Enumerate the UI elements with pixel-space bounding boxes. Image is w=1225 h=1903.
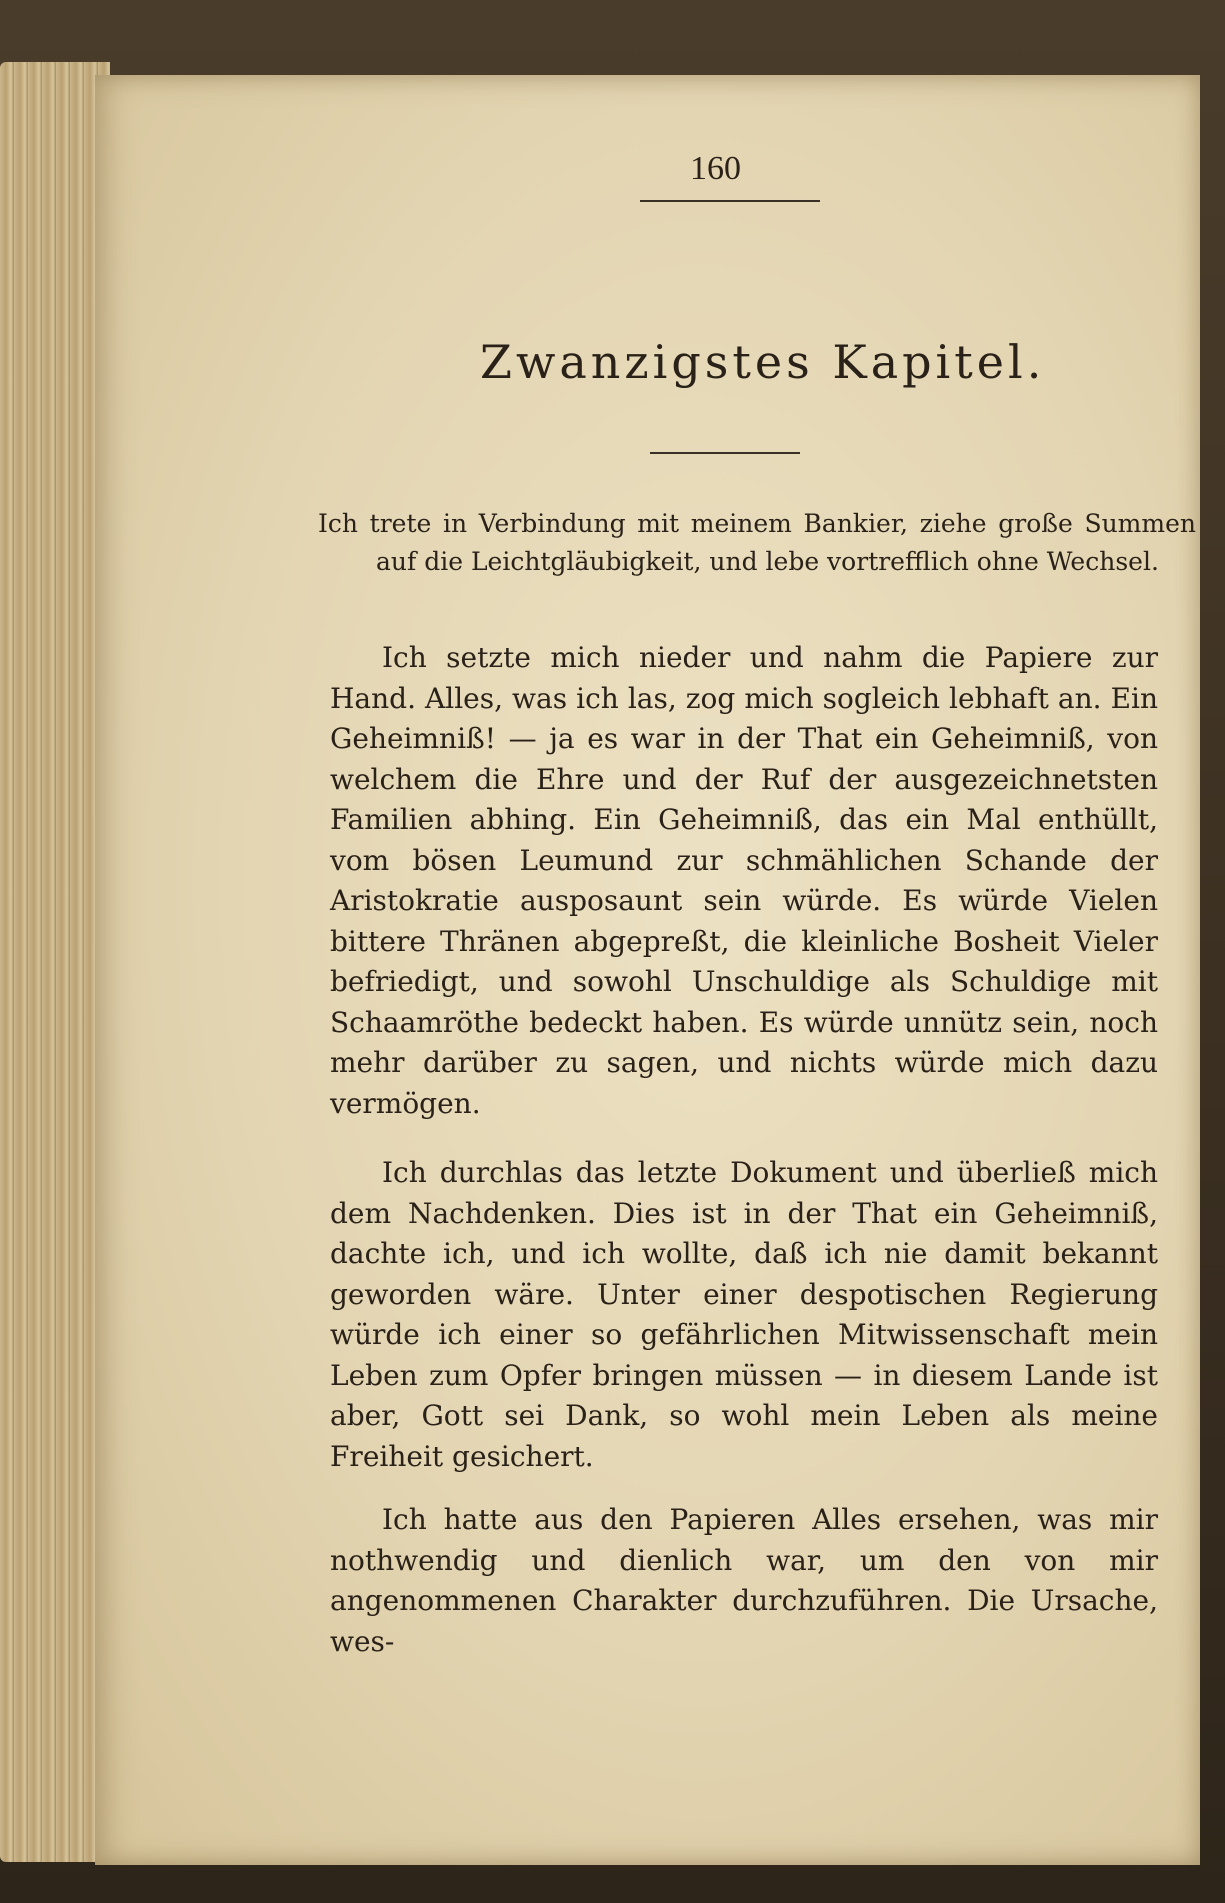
paragraph-3: Ich hatte aus den Papieren Alles ersehen, was mir nothwendig und dienlich war, um den von mir angenommenen Charakter durchzuführen. Die Ursache, wes- bbox=[330, 1503, 1158, 1658]
chapter-summary: Ich trete in Verbindung mit meinem Bankier, ziehe große Summen auf die Leichtgläubigkeit, und lebe vortrefflich ohne Wechsel. bbox=[318, 509, 1196, 576]
paragraph-2: Ich durchlas das letzte Dokument und überließ mich dem Nachdenken. Dies ist in der That ein Geheimniß, dachte ich, und ich wollte, daß ich nie damit bekannt geworden wäre. Unter einer despotischen Regierung würde ich einer so gefährlichen Mitwissenschaft mein Leben zum Opfer bringen müssen — in diesem Lande ist aber, Gott sei Dank, so wohl mein Leben als meine Freiheit gesichert. bbox=[330, 1156, 1158, 1473]
page-number: 160 bbox=[690, 150, 741, 187]
title-rule bbox=[650, 452, 800, 454]
paragraph-1: Ich setzte mich nieder und nahm die Papiere zur Hand. Alles, was ich las, zog mich sogleich lebhaft an. Ein Geheimniß! — ja es war in der That ein Geheimniß, von welchem die Ehre und der Ruf der ausgezeichnetsten Familien abhing. Ein Geheimniß, das ein Mal enthüllt, vom bösen Leumund zur schmählichen Schande der Aristokratie ausposaunt sein würde. Es würde Vielen bittere Thränen abgepreßt, die kleinliche Bosheit Vieler befriedigt, und sowohl Unschuldige als Schuldige mit Schaamröthe bedeckt haben. Es würde unnütz sein, noch mehr darüber zu sagen, und nichts würde mich dazu vermögen. bbox=[330, 641, 1158, 1120]
page-edges bbox=[0, 62, 110, 1862]
header-rule bbox=[640, 200, 820, 202]
chapter-title: Zwanzigstes Kapitel. bbox=[480, 335, 1046, 389]
